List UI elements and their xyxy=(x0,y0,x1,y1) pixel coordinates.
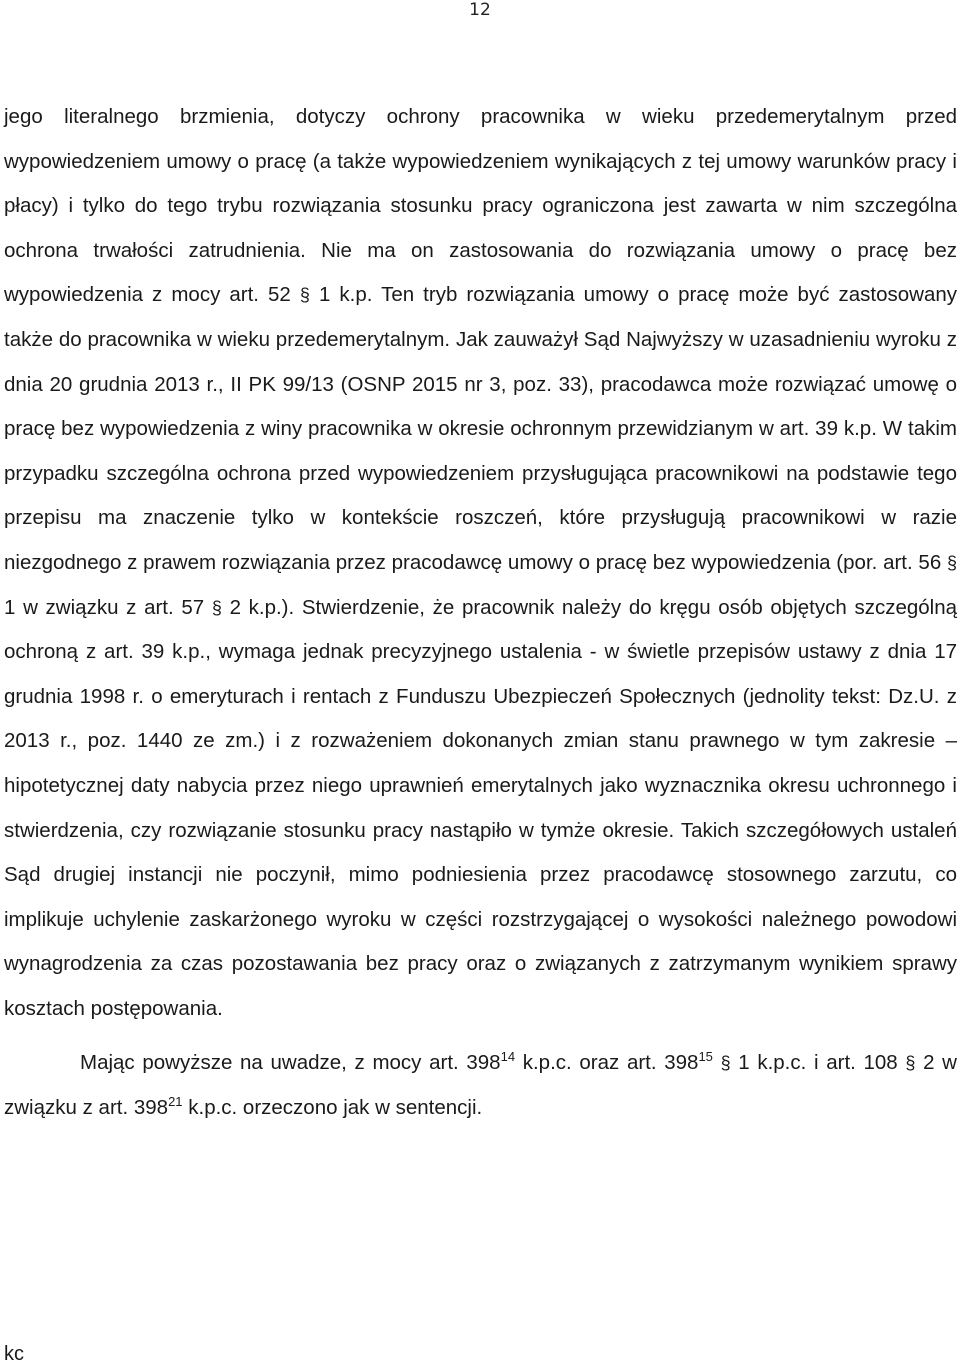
section-symbol: § xyxy=(720,1053,731,1074)
superscript-21: 21 xyxy=(168,1094,183,1110)
paragraph-reasoning-part-3: 1 w związku z art. 57 xyxy=(4,595,205,619)
paragraph-reasoning-part-4: 2 k.p.). Stwierdzenie, że pracownik należy do kręgu osób objętych szczególną ochroną z art. 39 k.p., wymaga jednak precyzyjnego ustalenia - w świetle przepisów ustawy z dnia 17 grudnia 1998 r. o emeryturach i rentach z Funduszu Ubezpieczeń Społecznych (jednolity tekst: Dz.U. z 2013 r., poz. 1440 ze zm.) i z rozważeniem dokonanych zmian stanu prawnego w tym zakresie – hipotetycznej daty nabycia przez niego uprawnień emerytalnych jako wyznacznika okresu uchronnego i stwierdzenia, czy rozwiązanie stosunku pracy nastąpiło w tymże okresie. Takich szczegółowych ustaleń Sąd drugiej instancji nie poczynił, mimo podniesienia przez pracodawcę stosownego zarzutu, co implikuje uchylenie zaskarżonego wyroku w części rozstrzygającej o wysokości należnego powodowi wynagrodzenia za czas pozostawania bez pracy oraz o związanych z zatrzymanym wynikiem sprawy kosztach postępowania. xyxy=(4,595,957,1020)
paragraph-ruling xyxy=(4,1041,957,1130)
page-number: 12 xyxy=(469,0,491,20)
paragraph-ruling-part-3: 1 k.p.c. i art. 108 xyxy=(738,1051,898,1075)
document-body xyxy=(4,95,957,1131)
paragraph-ruling-part-2: k.p.c. oraz art. 398 xyxy=(515,1051,699,1075)
paragraph-ruling-part-4: 2 w związku z art. 398 xyxy=(4,1051,957,1120)
section-symbol: § xyxy=(946,552,957,573)
paragraph-reasoning xyxy=(4,95,957,1031)
paragraph-ruling-part-1: Mając powyższe na uwadze, z mocy art. 398 xyxy=(80,1051,501,1075)
superscript-14: 14 xyxy=(500,1049,516,1065)
superscript-15: 15 xyxy=(698,1049,713,1065)
paragraph-reasoning-part-1: jego literalnego brzmienia, dotyczy ochrony pracownika w wieku przedemerytalnym przed wypowiedzeniem umowy o pracę (a także wypowiedzeniem wynikających z tej umowy warunków pracy i płacy) i tylko do tego trybu rozwiązania stosunku pracy ograniczona jest zawarta w nim szczególna ochrona trwałości zatrudnienia. Nie ma on zastosowania do rozwiązania umowy o pracę bez wypowiedzenia z mocy art. 52 xyxy=(4,105,957,307)
section-symbol: § xyxy=(905,1053,916,1074)
section-symbol: § xyxy=(211,597,222,618)
paragraph-reasoning-part-2: 1 k.p. Ten tryb rozwiązania umowy o pracę może być zastosowany także do pracownika w wieku przedemerytalnym. Jak zauważył Sąd Najwyższy w uzasadnieniu wyroku z dnia 20 grudnia 2013 r., II PK 99/13 (OSNP 2015 nr 3, poz. 33), pracodawca może rozwiązać umowę o pracę bez wypowiedzenia z winy pracownika w okresie ochronnym przewidzianym w art. 39 k.p. W takim przypadku szczególna ochrona przed wypowiedzeniem przysługująca pracownikowi na podstawie tego przepisu ma znaczenie tylko w kontekście roszczeń, które przysługują pracownikowi w razie niezgodnego z prawem rozwiązania przez pracodawcę umowy o pracę bez wypowiedzenia (por. art. 56 xyxy=(4,283,957,574)
author-initials: kc xyxy=(4,1343,24,1365)
paragraph-ruling-part-5: k.p.c. orzeczono jak w sentencji. xyxy=(182,1096,483,1120)
section-symbol: § xyxy=(299,285,310,306)
